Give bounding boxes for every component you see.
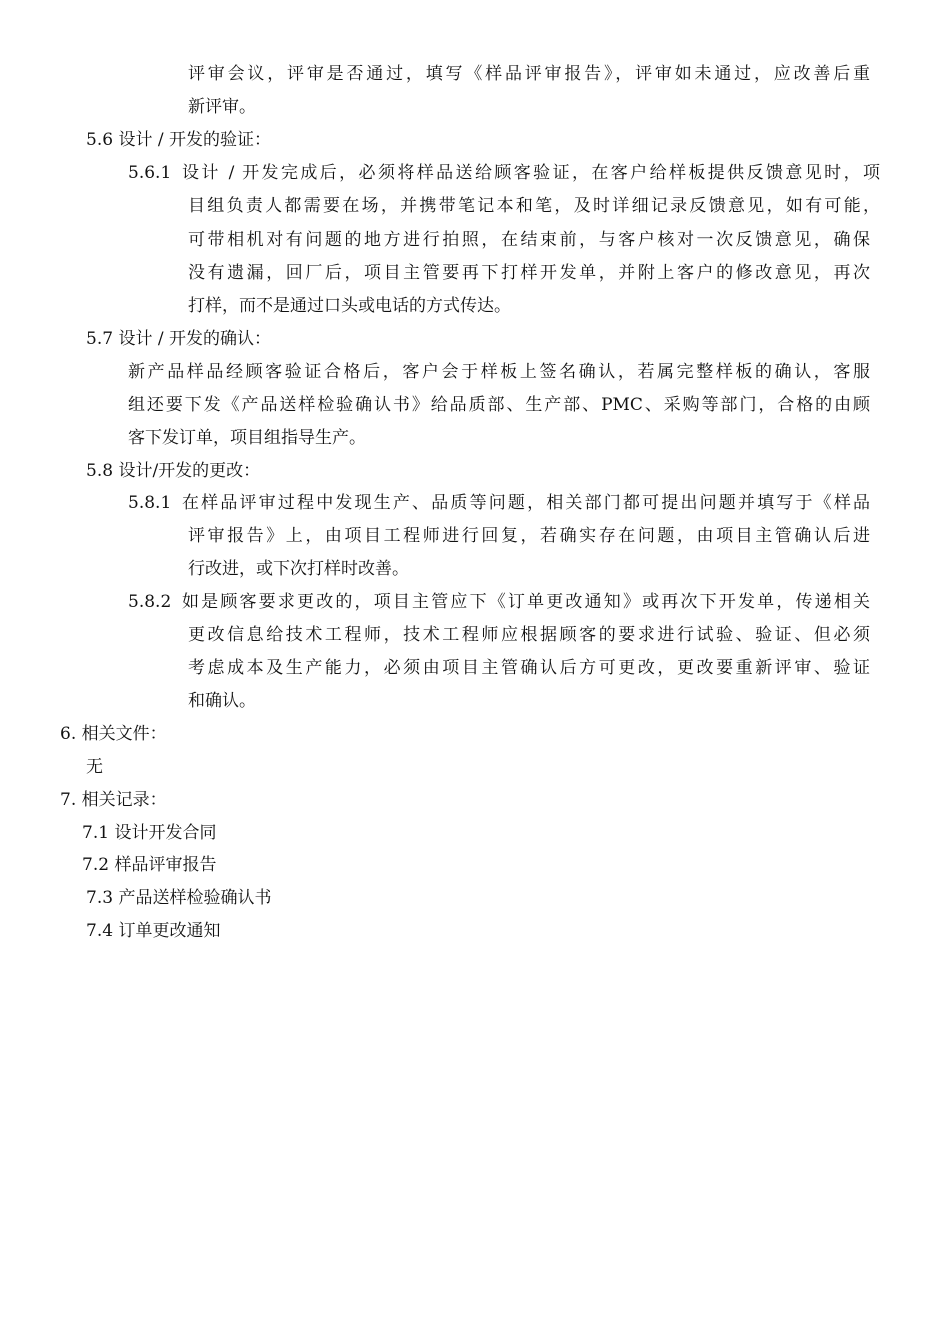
item-line: 考虑成本及生产能力，必须由项目主管确认后方可更改，更改要重新评审、验证 <box>188 658 870 678</box>
record-item: 7.4 订单更改通知 <box>86 921 221 941</box>
section-heading-5-8: 5.8 设计/开发的更改： <box>86 461 261 481</box>
paragraph-line: 新产品样品经顾客验证合格后，客户会于样板上签名确认，若属完整样板的确认，客服 <box>128 362 870 382</box>
record-item: 7.3 产品送样检验确认书 <box>86 888 272 908</box>
item-line: 和确认。 <box>188 691 256 711</box>
item-line: 在样品评审过程中发现生产、品质等问题，相关部门都可提出问题并填写于《样品 <box>182 493 870 513</box>
item-line: 没有遗漏，回厂后，项目主管要再下打样开发单，并附上客户的修改意见，再次 <box>188 263 870 283</box>
item-line: 设计 / 开发完成后，必须将样品送给顾客验证，在客户给样板提供反馈意见时，项 <box>182 163 880 183</box>
item-line: 评审报告》上，由项目工程师进行回复，若确实存在问题，由项目主管确认后进 <box>188 526 870 546</box>
item-line: 目组负责人都需要在场，并携带笔记本和笔，及时详细记录反馈意见，如有可能， <box>188 196 880 216</box>
item-line: 可带相机对有问题的地方进行拍照，在结束前，与客户核对一次反馈意见，确保 <box>188 230 870 250</box>
section-heading-6: 6. 相关文件： <box>60 724 167 744</box>
paragraph-line: 新评审。 <box>188 97 256 117</box>
item-number-5-8-2: 5.8.2 <box>128 592 172 612</box>
record-item: 7.1 设计开发合同 <box>82 823 217 843</box>
section-heading-5-7: 5.7 设计 / 开发的确认： <box>86 329 271 349</box>
item-number-5-6-1: 5.6.1 <box>128 163 172 183</box>
item-line: 行改进，或下次打样时改善。 <box>188 559 409 579</box>
item-line: 更改信息给技术工程师，技术工程师应根据顾客的要求进行试验、验证、但必须 <box>188 625 870 645</box>
record-item: 7.2 样品评审报告 <box>82 855 217 875</box>
item-number-5-8-1: 5.8.1 <box>128 493 172 513</box>
paragraph-line: 评审会议，评审是否通过，填写《样品评审报告》，评审如未通过，应改善后重 <box>188 64 870 84</box>
item-line: 如是顾客要求更改的，项目主管应下《订单更改通知》或再次下开发单，传递相关 <box>182 592 870 612</box>
section-6-content: 无 <box>86 757 103 777</box>
paragraph-line: 组还要下发《产品送样检验确认书》给品质部、生产部、PMC、采购等部门，合格的由顾 <box>128 395 870 415</box>
item-line: 打样，而不是通过口头或电话的方式传达。 <box>188 296 511 316</box>
section-heading-5-6: 5.6 设计 / 开发的验证： <box>86 130 271 150</box>
section-heading-7: 7. 相关记录： <box>60 790 167 810</box>
paragraph-line: 客下发订单，项目组指导生产。 <box>128 428 366 448</box>
